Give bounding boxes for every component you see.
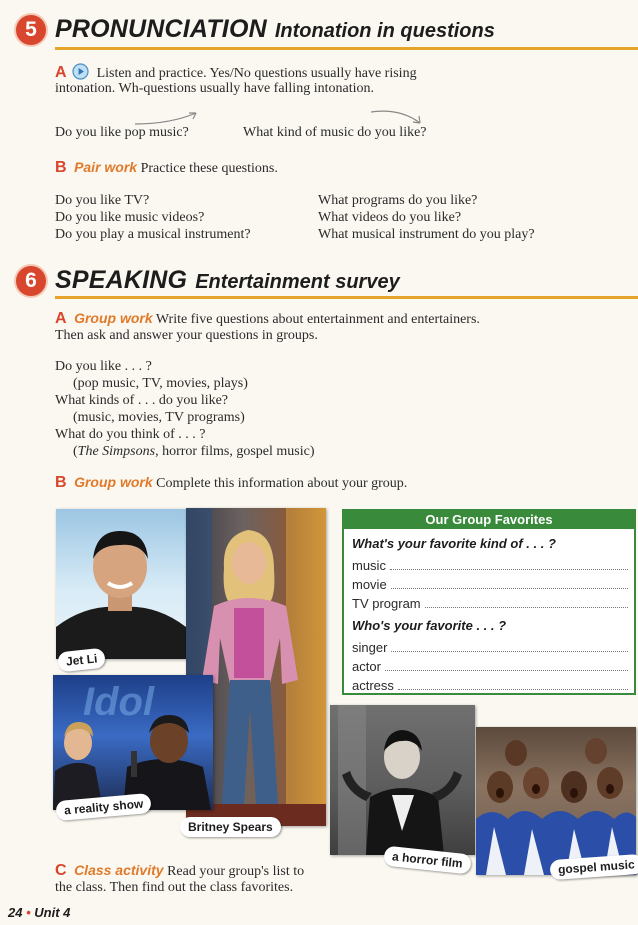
section-number-badge [14,264,48,298]
favorites-question: What's your favorite kind of . . . ? [352,536,556,551]
practice-question: What musical instrument do you play? [318,227,535,242]
answer-line[interactable] [398,689,628,690]
reality-show-photo [53,675,213,810]
prompt-hint-rest: , horror films, gospel music) [155,444,315,459]
row-label: music [352,558,386,573]
exercise-letter: A [55,64,67,81]
practice-question: Do you play a musical instrument? [55,227,251,242]
instruction-text: Practice these questions. [140,161,278,176]
favorites-question: Who's your favorite . . . ? [352,618,507,633]
section-rule [55,47,638,50]
question-list-left [55,192,251,243]
row-label: singer [352,640,388,655]
section-number-badge [14,13,48,47]
caption-reality-show: a reality show [55,793,152,821]
question-list-right [318,192,535,243]
practice-question: Do you like music videos? [55,210,205,225]
row-label: TV program [352,596,421,611]
bullet-icon: • [26,905,31,920]
prompt-hint: (pop music, TV, movies, plays) [73,376,248,391]
exercise-a [55,310,480,328]
caption-britney-spears: Britney Spears [180,817,281,837]
exercise-b [55,159,278,177]
answer-line[interactable] [391,651,628,652]
prompt-hint: (music, movies, TV programs) [73,410,245,425]
page-number: 24 [8,905,23,920]
prompt-question: Do you like . . . ? [55,359,152,374]
practice-question: Do you like TV? [55,193,150,208]
favorite-row-singer[interactable] [352,636,628,655]
row-label: actor [352,659,381,674]
instruction-text: Read your group's list to [167,864,305,879]
exercise-b [55,474,407,492]
section-heading [55,266,400,295]
question-prompts [55,358,315,460]
instruction-text: the class. Then find out the class favorites. [55,880,294,895]
favorites-title: Our Group Favorites [344,511,634,529]
favorite-row-movie[interactable] [352,573,628,592]
section-subtitle: Entertainment survey [195,271,400,293]
prompt-hint: (The Simpsons, horror films, gospel music) [73,444,315,459]
favorite-row-actor[interactable] [352,655,628,674]
activity-label: Group work [74,474,153,490]
exercise-letter: B [55,474,67,491]
prompt-question: What kinds of . . . do you like? [55,393,229,408]
example-question: Do you like pop music? [55,125,189,140]
favorite-row-music[interactable] [352,554,628,573]
caption-gospel-music: gospel music [549,854,638,880]
favorite-row-tv-program[interactable] [352,592,628,611]
section-heading [55,15,495,44]
group-favorites-box [342,509,636,695]
row-label: actress [352,678,394,693]
instruction-text: Then ask and answer your questions in groups. [55,328,318,343]
answer-line[interactable] [391,588,628,589]
caption-horror-film: a horror film [383,846,471,875]
activity-label: Group work [74,310,153,326]
exercise-letter: C [55,862,67,879]
exercise-letter: B [55,159,67,176]
section-subtitle: Intonation in questions [274,20,495,42]
section-title: SPEAKING [55,266,188,294]
instruction-text: intonation. Wh-questions usually have falling intonation. [55,81,374,96]
exercise-c [55,862,304,880]
prompt-question: What do you think of . . . ? [55,427,206,442]
show-title: The Simpsons [77,444,156,459]
horror-film-photo [330,705,475,855]
practice-question: What programs do you like? [318,193,478,208]
answer-line[interactable] [425,607,628,608]
section-rule [55,296,638,299]
section-number: 6 [25,269,37,292]
practice-question: What videos do you like? [318,210,462,225]
caption-jet-li: Jet Li [57,648,106,673]
exercise-letter: A [55,310,67,327]
instruction-text: Write five questions about entertainment and entertainers. [155,312,480,327]
example-question: What kind of music do you like? [243,125,427,140]
activity-label: Class activity [74,862,164,878]
row-label: movie [352,577,387,592]
activity-label: Pair work [74,159,138,175]
answer-line[interactable] [385,670,628,671]
unit-label: Unit 4 [34,905,71,920]
instruction-text: Complete this information about your group. [156,476,408,491]
page-footer [8,905,70,920]
svg-text:Idol: Idol [83,680,155,724]
section-title: PRONUNCIATION [55,15,267,43]
instruction-text: Listen and practice. Yes/No questions usually have rising [96,66,417,81]
section-number: 5 [25,18,37,41]
favorite-row-actress[interactable] [352,674,628,693]
gospel-music-photo [476,727,636,875]
answer-line[interactable] [390,569,628,570]
jet-li-photo [56,509,186,659]
